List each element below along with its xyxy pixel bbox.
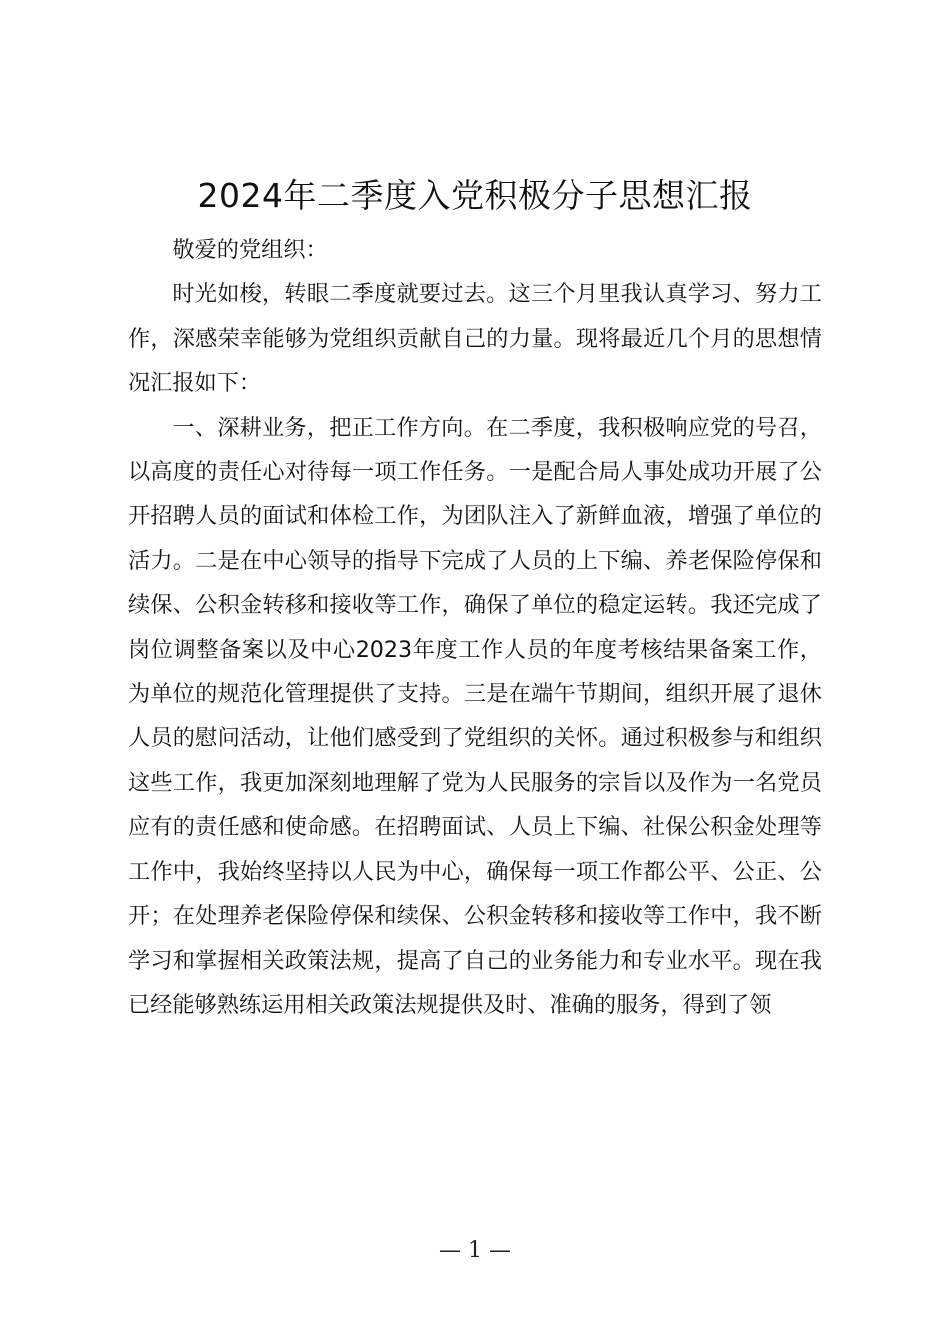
page-number: — 1 — bbox=[439, 1238, 511, 1263]
salutation: 敬爱的党组织： bbox=[172, 237, 328, 263]
document-title: 2024年二季度入党积极分子思想汇报 bbox=[197, 176, 753, 215]
paragraph-intro: 时光如梭，转眼二季度就要过去。这三个月里我认真学习、努力工作，深感荣幸能够为党组织贡献自己的力量。现将最近几个月的思想情况汇报如下： bbox=[128, 281, 822, 397]
document-body bbox=[128, 228, 822, 1027]
paragraph-section-one: 一、深耕业务，把正工作方向。在二季度，我积极响应党的号召，以高度的责任心对待每一项工作任务。一是配合局人事处成功开展了公开招聘人员的面试和体检工作，为团队注入了新鲜血液，增强了单位的活力。二是在中心领导的指导下完成了人员的上下编、养老保险停保和续保、公积金转移和接收等工作，确保了单位的稳定运转。我还完成了岗位调整备案以及中心2023年度工作人员的年度考核结果备案工作，为单位的规范化管理提供了支持。三是在端午节期间，组织开展了退休人员的慰问活动，让他们感受到了党组织的关怀。通过积极参与和组织这些工作，我更加深刻地理解了党为人民服务的宗旨以及作为一名党员应有的责任感和使命感。在招聘面试、人员上下编、社保公积金处理等工作中，我始终坚持以人民为中心，确保每一项工作都公平、公正、公开；在处理养老保险停保和续保、公积金转移和接收等工作中，我不断学习和掌握相关政策法规，提高了自己的业务能力和专业水平。现在我已经能够熟练运用相关政策法规提供及时、准确的服务，得到了领 bbox=[128, 414, 822, 1018]
